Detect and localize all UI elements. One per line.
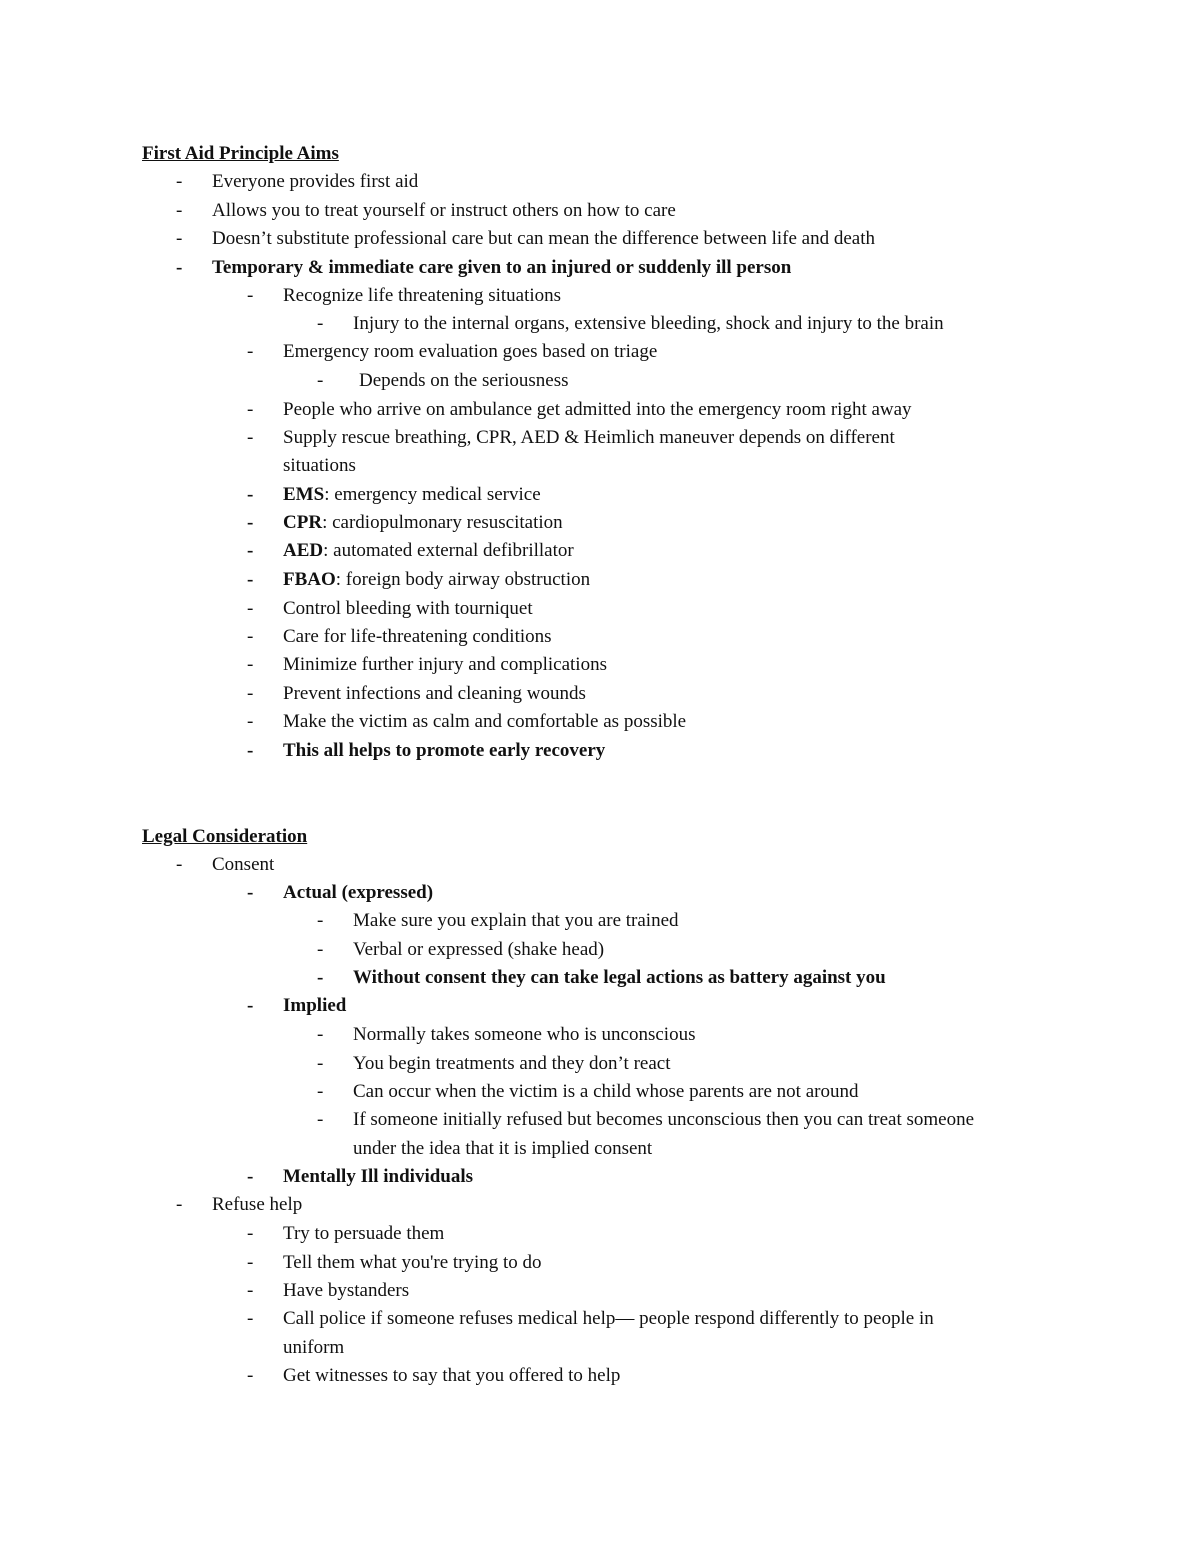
term-definition: : foreign body airway obstruction: [335, 569, 591, 590]
list-dash: -: [317, 910, 324, 931]
list-dash: -: [247, 569, 254, 590]
list-dash: -: [317, 370, 324, 391]
list-dash: -: [247, 512, 254, 533]
list-item-text: situations: [283, 455, 356, 476]
list-item-text: Temporary & immediate care given to an injured or suddenly ill person: [212, 257, 792, 278]
list-item-text: You begin treatments and they don’t react: [353, 1053, 671, 1074]
term-definition: : cardiopulmonary resuscitation: [322, 512, 563, 533]
list-item-text: Injury to the internal organs, extensive bleeding, shock and injury to the brain: [353, 313, 944, 334]
list-item-text: Supply rescue breathing, CPR, AED & Heimlich maneuver depends on different: [283, 427, 895, 448]
list-dash: -: [317, 939, 324, 960]
list-dash: -: [247, 626, 254, 647]
list-item-text: [283, 509, 563, 537]
term-abbreviation: CPR: [283, 512, 323, 533]
list-item-text: Actual (expressed): [283, 882, 434, 903]
list-item-text: Without consent they can take legal actions as battery against you: [353, 967, 886, 988]
list-item-text: Refuse help: [212, 1194, 303, 1215]
list-item-text: Care for life-threatening conditions: [283, 626, 552, 647]
list-item-text: Make the victim as calm and comfortable as possible: [283, 711, 687, 732]
list-item-text: under the idea that it is implied consent: [353, 1138, 653, 1159]
list-dash: -: [176, 1194, 183, 1215]
list-item-text: Normally takes someone who is unconscious: [353, 1024, 696, 1045]
list-item-text: [283, 481, 541, 509]
list-dash: -: [317, 967, 324, 988]
term-abbreviation: EMS: [283, 484, 325, 505]
list-dash: -: [176, 228, 183, 249]
term-abbreviation: AED: [283, 540, 324, 561]
list-dash: -: [317, 1081, 324, 1102]
list-dash: -: [247, 484, 254, 505]
term-abbreviation: FBAO: [283, 569, 336, 590]
list-dash: -: [247, 1166, 254, 1187]
list-item-text: Recognize life threatening situations: [283, 285, 562, 306]
list-item-text: Minimize further injury and complications: [283, 654, 607, 675]
list-dash: -: [317, 1109, 324, 1130]
list-dash: -: [247, 740, 254, 761]
list-item-text: This all helps to promote early recovery: [283, 740, 606, 761]
list-dash: -: [247, 427, 254, 448]
list-item-text: Everyone provides first aid: [212, 171, 419, 192]
list-item-text: Verbal or expressed (shake head): [353, 939, 605, 960]
list-item-text: Mentally Ill individuals: [283, 1166, 474, 1187]
list-dash: -: [176, 257, 183, 278]
list-dash: -: [247, 711, 254, 732]
list-dash: -: [247, 399, 254, 420]
section-heading-first-aid: First Aid Principle Aims: [142, 143, 339, 164]
list-dash: -: [247, 540, 254, 561]
list-dash: -: [247, 1252, 254, 1273]
list-dash: -: [247, 1280, 254, 1301]
list-item-text: Get witnesses to say that you offered to help: [283, 1365, 621, 1386]
list-item-text: Emergency room evaluation goes based on triage: [283, 341, 658, 362]
list-item-text: Allows you to treat yourself or instruct others on how to care: [212, 200, 676, 221]
list-item-text: People who arrive on ambulance get admitted into the emergency room right away: [283, 399, 912, 420]
list-dash: -: [247, 1365, 254, 1386]
list-item-text: Implied: [283, 995, 347, 1016]
list-item-text: Consent: [212, 854, 275, 875]
list-dash: -: [176, 171, 183, 192]
list-item-text: Call police if someone refuses medical help— people respond differently to people in: [283, 1308, 934, 1329]
list-item-text: Try to persuade them: [283, 1223, 445, 1244]
list-dash: -: [317, 1024, 324, 1045]
list-dash: -: [176, 854, 183, 875]
term-definition: : automated external defibrillator: [323, 540, 574, 561]
list-item-text: uniform: [283, 1337, 345, 1358]
list-dash: -: [317, 313, 324, 334]
list-dash: -: [247, 995, 254, 1016]
list-dash: -: [176, 200, 183, 221]
list-item-text: [283, 537, 574, 565]
list-dash: -: [247, 1308, 254, 1329]
list-dash: -: [247, 654, 254, 675]
list-item-text: Have bystanders: [283, 1280, 410, 1301]
list-item-text: If someone initially refused but becomes unconscious then you can treat someone: [353, 1109, 975, 1130]
list-dash: -: [317, 1053, 324, 1074]
section-heading-legal: Legal Consideration: [142, 826, 308, 847]
list-item-text: Prevent infections and cleaning wounds: [283, 683, 586, 704]
list-item-text: Doesn’t substitute professional care but can mean the difference between life and death: [212, 228, 875, 249]
list-dash: -: [247, 882, 254, 903]
list-dash: -: [247, 683, 254, 704]
list-dash: -: [247, 285, 254, 306]
list-item-text: Depends on the seriousness: [359, 370, 569, 391]
list-item-text: Tell them what you're trying to do: [283, 1252, 542, 1273]
list-dash: -: [247, 341, 254, 362]
list-item-text: [283, 566, 590, 594]
list-item-text: Make sure you explain that you are trained: [353, 910, 679, 931]
list-item-text: Can occur when the victim is a child whose parents are not around: [353, 1081, 859, 1102]
list-item-text: Control bleeding with tourniquet: [283, 598, 533, 619]
term-definition: : emergency medical service: [324, 484, 541, 505]
list-dash: -: [247, 1223, 254, 1244]
list-dash: -: [247, 598, 254, 619]
